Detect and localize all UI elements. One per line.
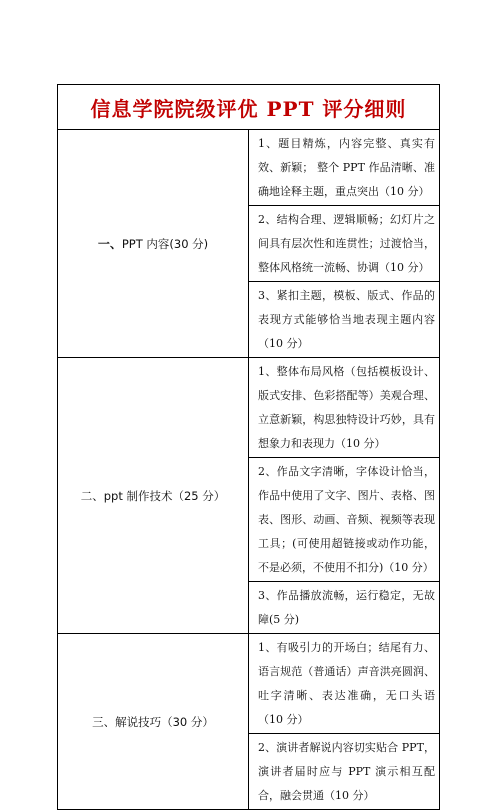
category-presentation: [58, 634, 249, 810]
criterion-item: 1、题目精炼，内容完整、真实有效、新颖； 整个 PPT 作品清晰、准确地诠释主题，重点突出（10 分）: [249, 130, 440, 206]
category-label: 二、ppt 制作技术（25 分）: [80, 488, 226, 503]
scoring-table: [57, 84, 440, 810]
criterion-item: 1、有吸引力的开场白；结尾有力、语言规范（普通话）声音洪亮圆润、吐字清晰、表达准确，无口头语（10 分）: [249, 634, 440, 734]
title-cell: [58, 85, 440, 130]
criterion-item: 2、结构合理、逻辑顺畅；幻灯片之间具有层次性和连贯性；过渡恰当，整体风格统一流畅、协调（10 分）: [249, 206, 440, 282]
document-title: 信息学院院级评优 PPT 评分细则: [90, 96, 407, 121]
criterion-item: 2、作品文字清晰，字体设计恰当，作品中使用了文字、图片、表格、图表、图形、动画、音频、视频等表现工具；(可使用超链接或动作功能，不是必须，不使用不扣分)（10 分）: [249, 458, 440, 582]
category-number: 一、: [97, 236, 122, 251]
criterion-item: 1、整体布局风格（包括模板设计、版式安排、色彩搭配等）美观合理、立意新颖，构思独特设计巧妙，具有想象力和表现力（10 分）: [249, 358, 440, 458]
criterion-item: 3、紧扣主题，模板、版式、作品的表现方式能够恰当地表现主题内容（10 分）: [249, 282, 440, 358]
category-label: PPT 内容(30 分): [121, 236, 209, 251]
category-content: [58, 130, 249, 358]
category-technique: [58, 358, 249, 634]
category-label: 三、解说技巧（30 分）: [92, 714, 214, 729]
criterion-item: 2、演讲者解说内容切实贴合 PPT，演讲者届时应与 PPT 演示相互配合，融会贯通（10 分）: [249, 734, 440, 810]
criterion-item: 3、作品播放流畅，运行稳定，无故障(5 分): [249, 582, 440, 634]
